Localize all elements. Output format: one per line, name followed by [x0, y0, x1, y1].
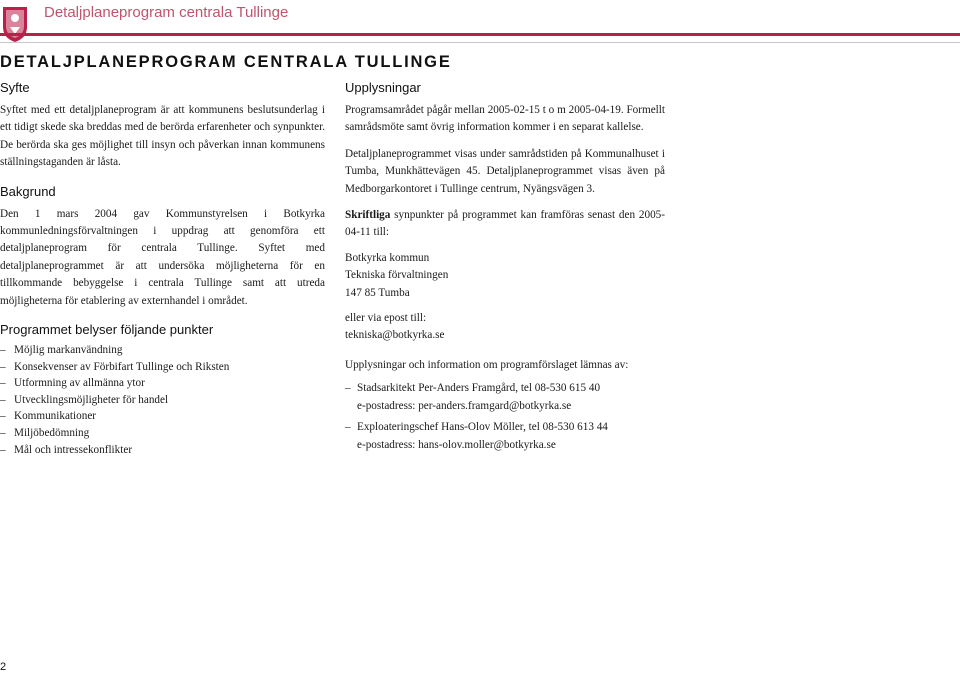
postal-address — [345, 250, 665, 302]
epost-label: eller via epost till: — [345, 312, 427, 325]
contact-email[interactable]: e-postadress: per-anders.framgard@botkyrka.se — [357, 399, 572, 412]
list-item: – Möjlig markanvändning — [0, 342, 325, 359]
contact-item — [345, 380, 665, 415]
epost-link[interactable]: tekniska@botkyrka.se — [345, 329, 445, 342]
dash-marker: – — [345, 382, 351, 395]
contact-email[interactable]: e-postadress: hans-olov.moller@botkyrka.se — [357, 438, 556, 451]
bakgrund-heading: Bakgrund — [0, 183, 56, 199]
bakgrund-text: Den 1 mars 2004 gav Kommunstyrelsen i Botkyrka kommunledningsförvaltningen i uppdrag att genomföra ett detaljplaneprogram för centrala Tullinge. Syftet med detaljplaneprogrammet är att undersöka möjligheterna för en tillkommande bebyggelse i centrala Tullinge samt att utreda möjligheterna för etablering av externhandel i området. — [0, 207, 325, 307]
syfte-heading: Syfte — [0, 80, 30, 95]
dash-marker: – — [345, 421, 351, 434]
header-title: Detaljplaneprogram centrala Tullinge — [44, 4, 289, 21]
syfte-text: Syftet med ett detaljplaneprogram är att kommunens beslutsunderlag i ett tidigt skede ska breddas med de berörda erfarenheter och synpunkter. De berörda ska ges möjlighet till insyn och påverkan innan kommunens ställningstaganden är låsta. — [0, 104, 325, 169]
list-item: – Mål och intressekonflikter — [0, 442, 325, 459]
header-accent-rule — [0, 33, 960, 36]
skriftliga-text — [345, 207, 665, 242]
address-line: 147 85 Tumba — [345, 286, 410, 299]
email-block — [345, 310, 665, 345]
skriftliga-body: synpunkter på programmet kan framföras senast den 2005-04-11 till: — [345, 209, 665, 239]
punkter-heading: Programmet belyser följande punkter — [0, 322, 214, 338]
list-item: – Utvecklingsmöjligheter för handel — [0, 392, 325, 409]
address-line: Botkyrka kommun — [345, 251, 430, 264]
punkter-list — [0, 342, 325, 458]
contact-name: Exploateringschef Hans-Olov Möller, tel 08-530 613 44 — [357, 421, 608, 434]
page-header — [0, 0, 960, 44]
list-item: – Konsekvenser av Förbifart Tullinge och Riksten — [0, 359, 325, 376]
address-line: Tekniska förvaltningen — [345, 269, 449, 282]
list-item: – Utformning av allmänna ytor — [0, 375, 325, 392]
upplysningar-heading: Upplysningar — [345, 80, 421, 95]
contact-item — [345, 419, 665, 454]
list-item: – Miljöbedömning — [0, 425, 325, 442]
left-column — [0, 80, 325, 458]
right-column — [345, 80, 665, 454]
municipal-crest-icon — [2, 5, 28, 43]
samrad-text: Programsamrådet pågår mellan 2005-02-15 t o m 2005-04-19. Formellt samrådsmöte samt övrig information kommer i en separat kallelse. — [345, 104, 665, 134]
skriftliga-label: Skriftliga — [345, 209, 391, 222]
page-number: 2 — [0, 661, 7, 673]
header-divider — [0, 42, 960, 43]
info-text: Upplysningar och information om programförslaget lämnas av: — [345, 358, 629, 371]
contact-name: Stadsarkitekt Per-Anders Framgård, tel 08-530 615 40 — [357, 382, 601, 395]
page-title: DETALJPLANEPROGRAM CENTRALA TULLINGE — [0, 53, 452, 71]
list-item: – Kommunikationer — [0, 408, 325, 425]
visas-text: Detaljplaneprogrammet visas under samrådstiden på Kommunalhuset i Tumba, Munkhättevägen 45. Detaljplaneprogrammet visas även på Medborgarkontoret i Tullinge centrum, Nyängsvägen 3. — [345, 147, 665, 195]
